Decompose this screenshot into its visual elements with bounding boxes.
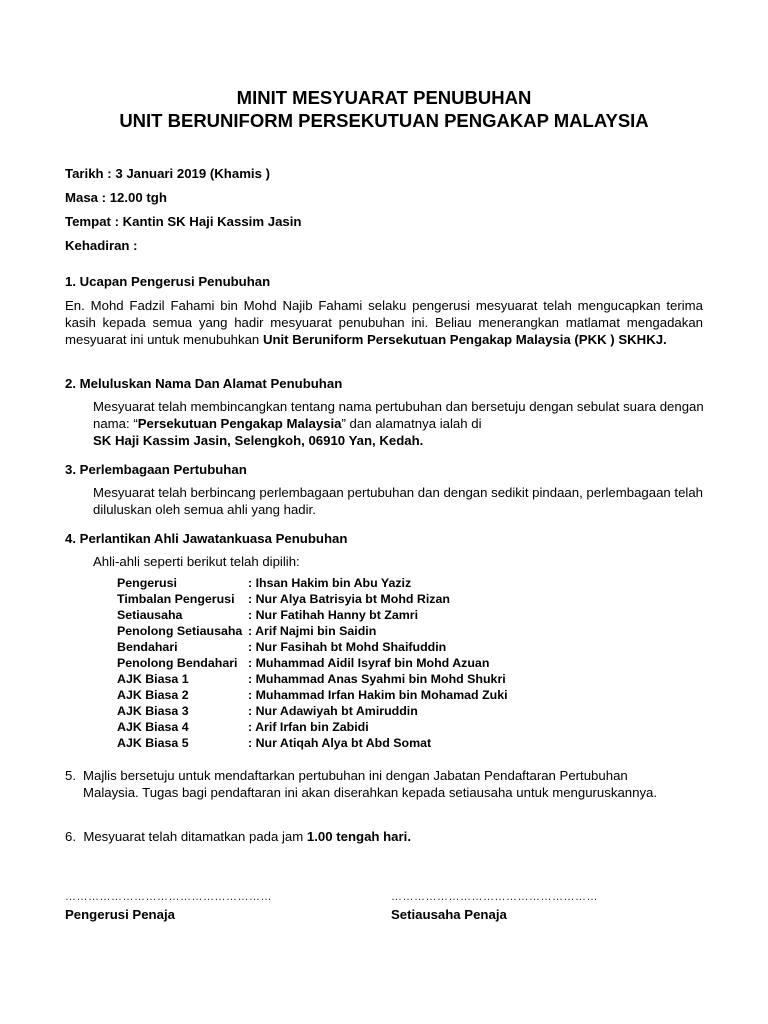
meeting-place: Tempat : Kantin SK Haji Kassim Jasin [65,214,302,229]
committee-role: AJK Biasa 4 [117,720,189,734]
committee-role: Pengerusi [117,576,177,590]
committee-row [117,719,508,735]
section-2-organisation-name: Persekutuan Pengakap Malaysia [137,416,342,432]
section-1-heading: 1. Ucapan Pengerusi Penubuhan [65,274,271,289]
committee-member-name: : Ihsan Hakim bin Abu Yaziz [248,576,412,590]
section-6-text: Mesyuarat telah ditamatkan pada jam [83,829,307,844]
committee-member-name: : Arif Irfan bin Zabidi [248,720,369,734]
committee-member-name: : Arif Najmi bin Saidin [248,624,377,638]
committee-role: Penolong Bendahari [117,656,238,670]
committee-row [117,591,508,607]
committee-row [117,623,508,639]
section-2-address: SK Haji Kassim Jasin, Selengkoh, 06910 Yan, Kedah. [93,433,424,449]
committee-member-name: : Muhammad Aidil Isyraf bin Mohd Azuan [248,656,490,670]
committee-role: AJK Biasa 2 [117,688,189,702]
signature-line-left: ……………………………………………… [65,891,272,903]
meeting-date: Tarikh : 3 Januari 2019 (Khamis ) [65,166,270,181]
committee-row [117,703,508,719]
committee-role: AJK Biasa 1 [117,672,189,686]
signature-label-secretary: Setiausaha Penaja [391,907,507,922]
signature-label-chairman: Pengerusi Penaja [65,907,175,922]
section-6-number: 6. [65,829,76,844]
meeting-time: Masa : 12.00 tgh [65,190,167,205]
document-title-line-2: UNIT BERUNIFORM PERSEKUTUAN PENGAKAP MALAYSIA [119,110,649,131]
section-4-intro: Ahli-ahli seperti berikut telah dipilih: [93,554,300,569]
committee-role: Penolong Setiausaha [117,624,243,638]
section-6-end-time: 1.00 tengah hari. [306,829,411,844]
section-3-heading: 3. Perlembagaan Pertubuhan [65,462,247,477]
committee-role: Bendahari [117,640,178,654]
section-2-text-after: ” dan alamatnya ialah di [341,416,482,432]
section-1-text: En. Mohd Fadzil Fahami bin Mohd Najib Fahami selaku pengerusi mesyuarat telah mengucapkan terima kasih kepada semua yang hadir mesyuarat penubuhan ini. Beliau menerangkan matlamat mengadakan mesyuarat ini untuk menubuhkan [65,298,703,348]
committee-list [117,575,508,751]
committee-member-name: : Nur Adawiyah bt Amiruddin [248,704,418,718]
committee-row [117,607,508,623]
committee-role: Timbalan Pengerusi [117,592,235,606]
section-2-text: Mesyuarat telah membincangkan tentang nama pertubuhan dan bersetuju dengan sebulat suara dengan nama: “ [93,399,704,432]
committee-member-name: : Muhammad Irfan Hakim bin Mohamad Zuki [248,688,508,702]
signature-line-right: ……………………………………………… [391,891,598,903]
section-5-item [65,767,685,801]
section-1-unit-name: Unit Beruniform Persekutuan Pengakap Malaysia (PKK ) SKHKJ. [262,332,667,348]
committee-member-name: : Nur Alya Batrisyia bt Mohd Rizan [248,592,450,606]
section-2-heading: 2. Meluluskan Nama Dan Alamat Penubuhan [65,376,343,391]
committee-row [117,639,508,655]
committee-row [117,655,508,671]
committee-role: AJK Biasa 5 [117,736,189,750]
meeting-attendance: Kehadiran : [65,238,138,253]
section-1-paragraph [65,297,703,348]
committee-row [117,735,508,751]
document-title-line-1: MINIT MESYUARAT PENUBUHAN [236,87,532,108]
committee-member-name: : Nur Fatihah Hanny bt Zamri [248,608,419,622]
section-4-heading: 4. Perlantikan Ahli Jawatankuasa Penubuhan [65,531,348,546]
section-2-paragraph [93,398,713,449]
committee-row [117,575,508,591]
committee-member-name: : Nur Fasihah bt Mohd Shaifuddin [248,640,447,654]
section-6-item [65,828,411,845]
committee-member-name: : Muhammad Anas Syahmi bin Mohd Shukri [248,672,506,686]
committee-role: AJK Biasa 3 [117,704,189,718]
section-5-text: Majlis bersetuju untuk mendaftarkan pertubuhan ini dengan Jabatan Pendaftaran Pertubuhan Malaysia. Tugas bagi pendaftaran ini akan diserahkan kepada setiausaha untuk menguruskannya. [83,768,658,801]
committee-role: Setiausaha [117,608,183,622]
section-5-number: 5. [65,768,76,783]
section-3-paragraph: Mesyuarat telah berbincang perlembagaan pertubuhan dan dengan sedikit pindaan, perlembagaan telah diluluskan oleh semua ahli yang hadir. [93,485,703,518]
committee-row [117,671,508,687]
committee-member-name: : Nur Atiqah Alya bt Abd Somat [248,736,432,750]
committee-row [117,687,508,703]
